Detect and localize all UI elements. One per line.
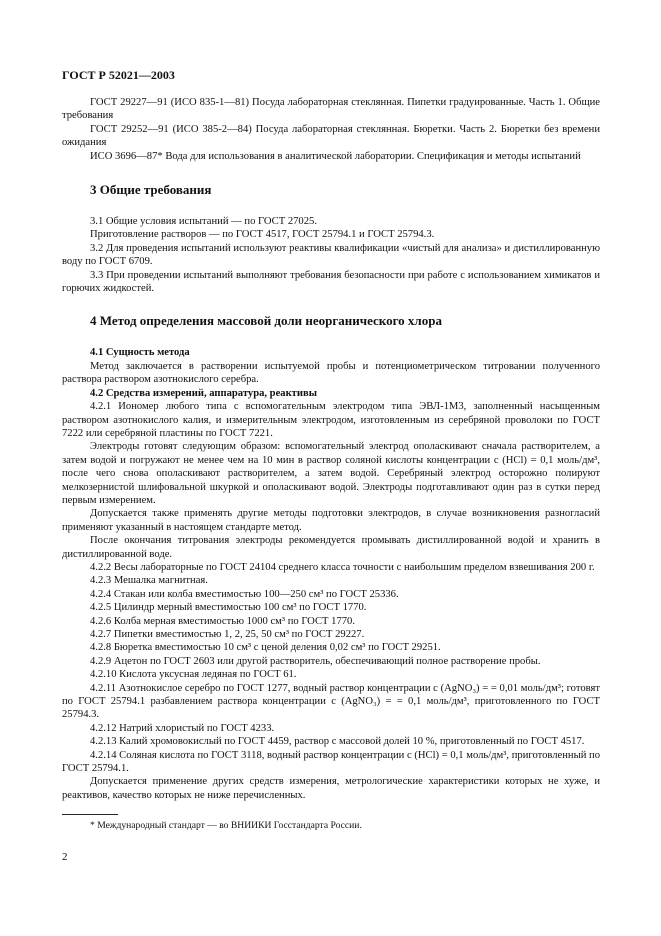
item-paragraph: 4.2.1 Иономер любого типа с вспомогательным электродом типа ЭВЛ-1М3, заполненный насыщенным раствором азотнокислого калия, и измерительным электродом, изготовленным из серебряной проволоки по ГОСТ 7222 или серебряной пластины по ГОСТ 7221.: [62, 401, 600, 439]
paragraph: 3.3 При проведении испытаний выполняют требования безопасности при работе с использованием химикатов и горючих жидкостей.: [62, 269, 600, 295]
item-paragraph: 4.2.10 Кислота уксусная ледяная по ГОСТ 61.: [90, 669, 297, 681]
item-paragraph: 4.2.8 Бюретка вместимостью 10 см³ с ценой деления 0,02 см³ по ГОСТ 29251.: [90, 642, 441, 654]
item-paragraph: Допускается применение других средств измерения, метрологические характеристики которых не хуже, и реактивов, качество которых не ниже перечисленных.: [62, 776, 600, 801]
section-4-heading: 4 Метод определения массовой доли неорганического хлора: [90, 313, 442, 329]
subsection-4-2-heading: 4.2 Средства измерений, аппаратура, реактивы: [90, 387, 317, 399]
item-paragraph: После окончания титрования электроды рекомендуется промывать дистиллированной водой и хранить в дистиллированной воде.: [62, 535, 600, 560]
item-paragraph: Электроды готовят следующим образом: вспомогательный электрод ополаскивают сначала растворителем, а затем водой и погружают не менее чем на 10 мин в раствор соляной кислоты концентрации c (HCl) = 0,1 моль/дм³, после чего снова ополаскивают растворителем, а затем водой. Серебряный электрод осторожно полируют мелкозернистой шлифовальной шкуркой и ополаскивают водой. Электроды подготавливают один раз в сутки перед первым измерением.: [62, 441, 600, 506]
item-paragraph: 4.2.6 Колба мерная вместимостью 1000 см³ по ГОСТ 1770.: [90, 615, 355, 627]
item-paragraph: 4.2.4 Стакан или колба вместимостью 100—250 см³ по ГОСТ 25336.: [90, 588, 399, 600]
item-paragraph: Допускается также применять другие методы подготовки электродов, в случае возникновения разногласий применяют указанный в настоящем стандарте метод.: [62, 508, 600, 533]
item-paragraph: 4.2.9 Ацетон по ГОСТ 2603 или другой растворитель, обеспечивающий полное растворение пробы.: [90, 655, 541, 667]
section-3-heading: 3 Общие требования: [90, 182, 212, 198]
paragraph: 3.1 Общие условия испытаний — по ГОСТ 27025.: [90, 216, 317, 228]
item-paragraph: 4.2.7 Пипетки вместимостью 1, 2, 25, 50 см³ по ГОСТ 29227.: [90, 629, 365, 640]
footnote: * Международный стандарт — во ВНИИКИ Госстандарта России.: [90, 820, 362, 831]
page-number: 2: [62, 851, 68, 863]
paragraph: Метод заключается в растворении испытуемой пробы и потенциометрическом титровании полученного раствора раствором азотнокислого серебра.: [62, 360, 600, 386]
ref-paragraph: ГОСТ 29252—91 (ИСО 385-2—84) Посуда лабораторная стеклянная. Бюретки. Часть 2. Бюретки без времени ожидания: [62, 123, 600, 149]
item-paragraph: 4.2.11 Азотнокислое серебро по ГОСТ 1277, водный раствор концентрации c (AgNO₃) = = 0,01 моль/дм³; готовят по ГОСТ 25794.1 разбавлением раствора концентрации c (AgNO₃) = = 0,1 моль/дм³, приготовленного по ГОСТ 25794.3.: [62, 682, 600, 721]
item-paragraph: 4.2.5 Цилиндр мерный вместимостью 100 см³ по ГОСТ 1770.: [90, 602, 367, 614]
item-paragraph: 4.2.13 Калий хромовокислый по ГОСТ 4459, раствор с массовой долей 10 %, приготовленный по ГОСТ 4517.: [90, 736, 585, 748]
standard-header: ГОСТ Р 52021—2003: [62, 68, 175, 82]
main-text: [62, 96, 600, 802]
item-paragraph: 4.2.2 Весы лабораторные по ГОСТ 24104 среднего класса точности с наибольшим пределом взвешивания 200 г.: [90, 561, 595, 573]
ref-paragraph: ИСО 3696—87* Вода для использования в аналитической лаборатории. Спецификация и методы испытаний: [90, 150, 581, 162]
subsection-4-1-heading: 4.1 Сущность метода: [90, 347, 190, 359]
footnote-divider: [62, 814, 118, 815]
item-paragraph: 4.2.14 Соляная кислота по ГОСТ 3118, водный раствор концентрации c (HCl) = 0,1 моль/дм³, приготовленный по ГОСТ 25794.1.: [62, 749, 600, 775]
paragraph: 3.2 Для проведения испытаний используют реактивы квалификации «чистый для анализа» и дистиллированную воду по ГОСТ 6709.: [62, 242, 600, 268]
item-paragraph: 4.2.12 Натрий хлористый по ГОСТ 4233.: [90, 722, 275, 734]
paragraph: Приготовление растворов — по ГОСТ 4517, ГОСТ 25794.1 и ГОСТ 25794.3.: [90, 229, 435, 241]
item-paragraph: 4.2.3 Мешалка магнитная.: [90, 575, 208, 587]
ref-paragraph: ГОСТ 29227—91 (ИСО 835-1—81) Посуда лабораторная стеклянная. Пипетки градуированные. Часть 1. Общие требования: [62, 97, 600, 122]
